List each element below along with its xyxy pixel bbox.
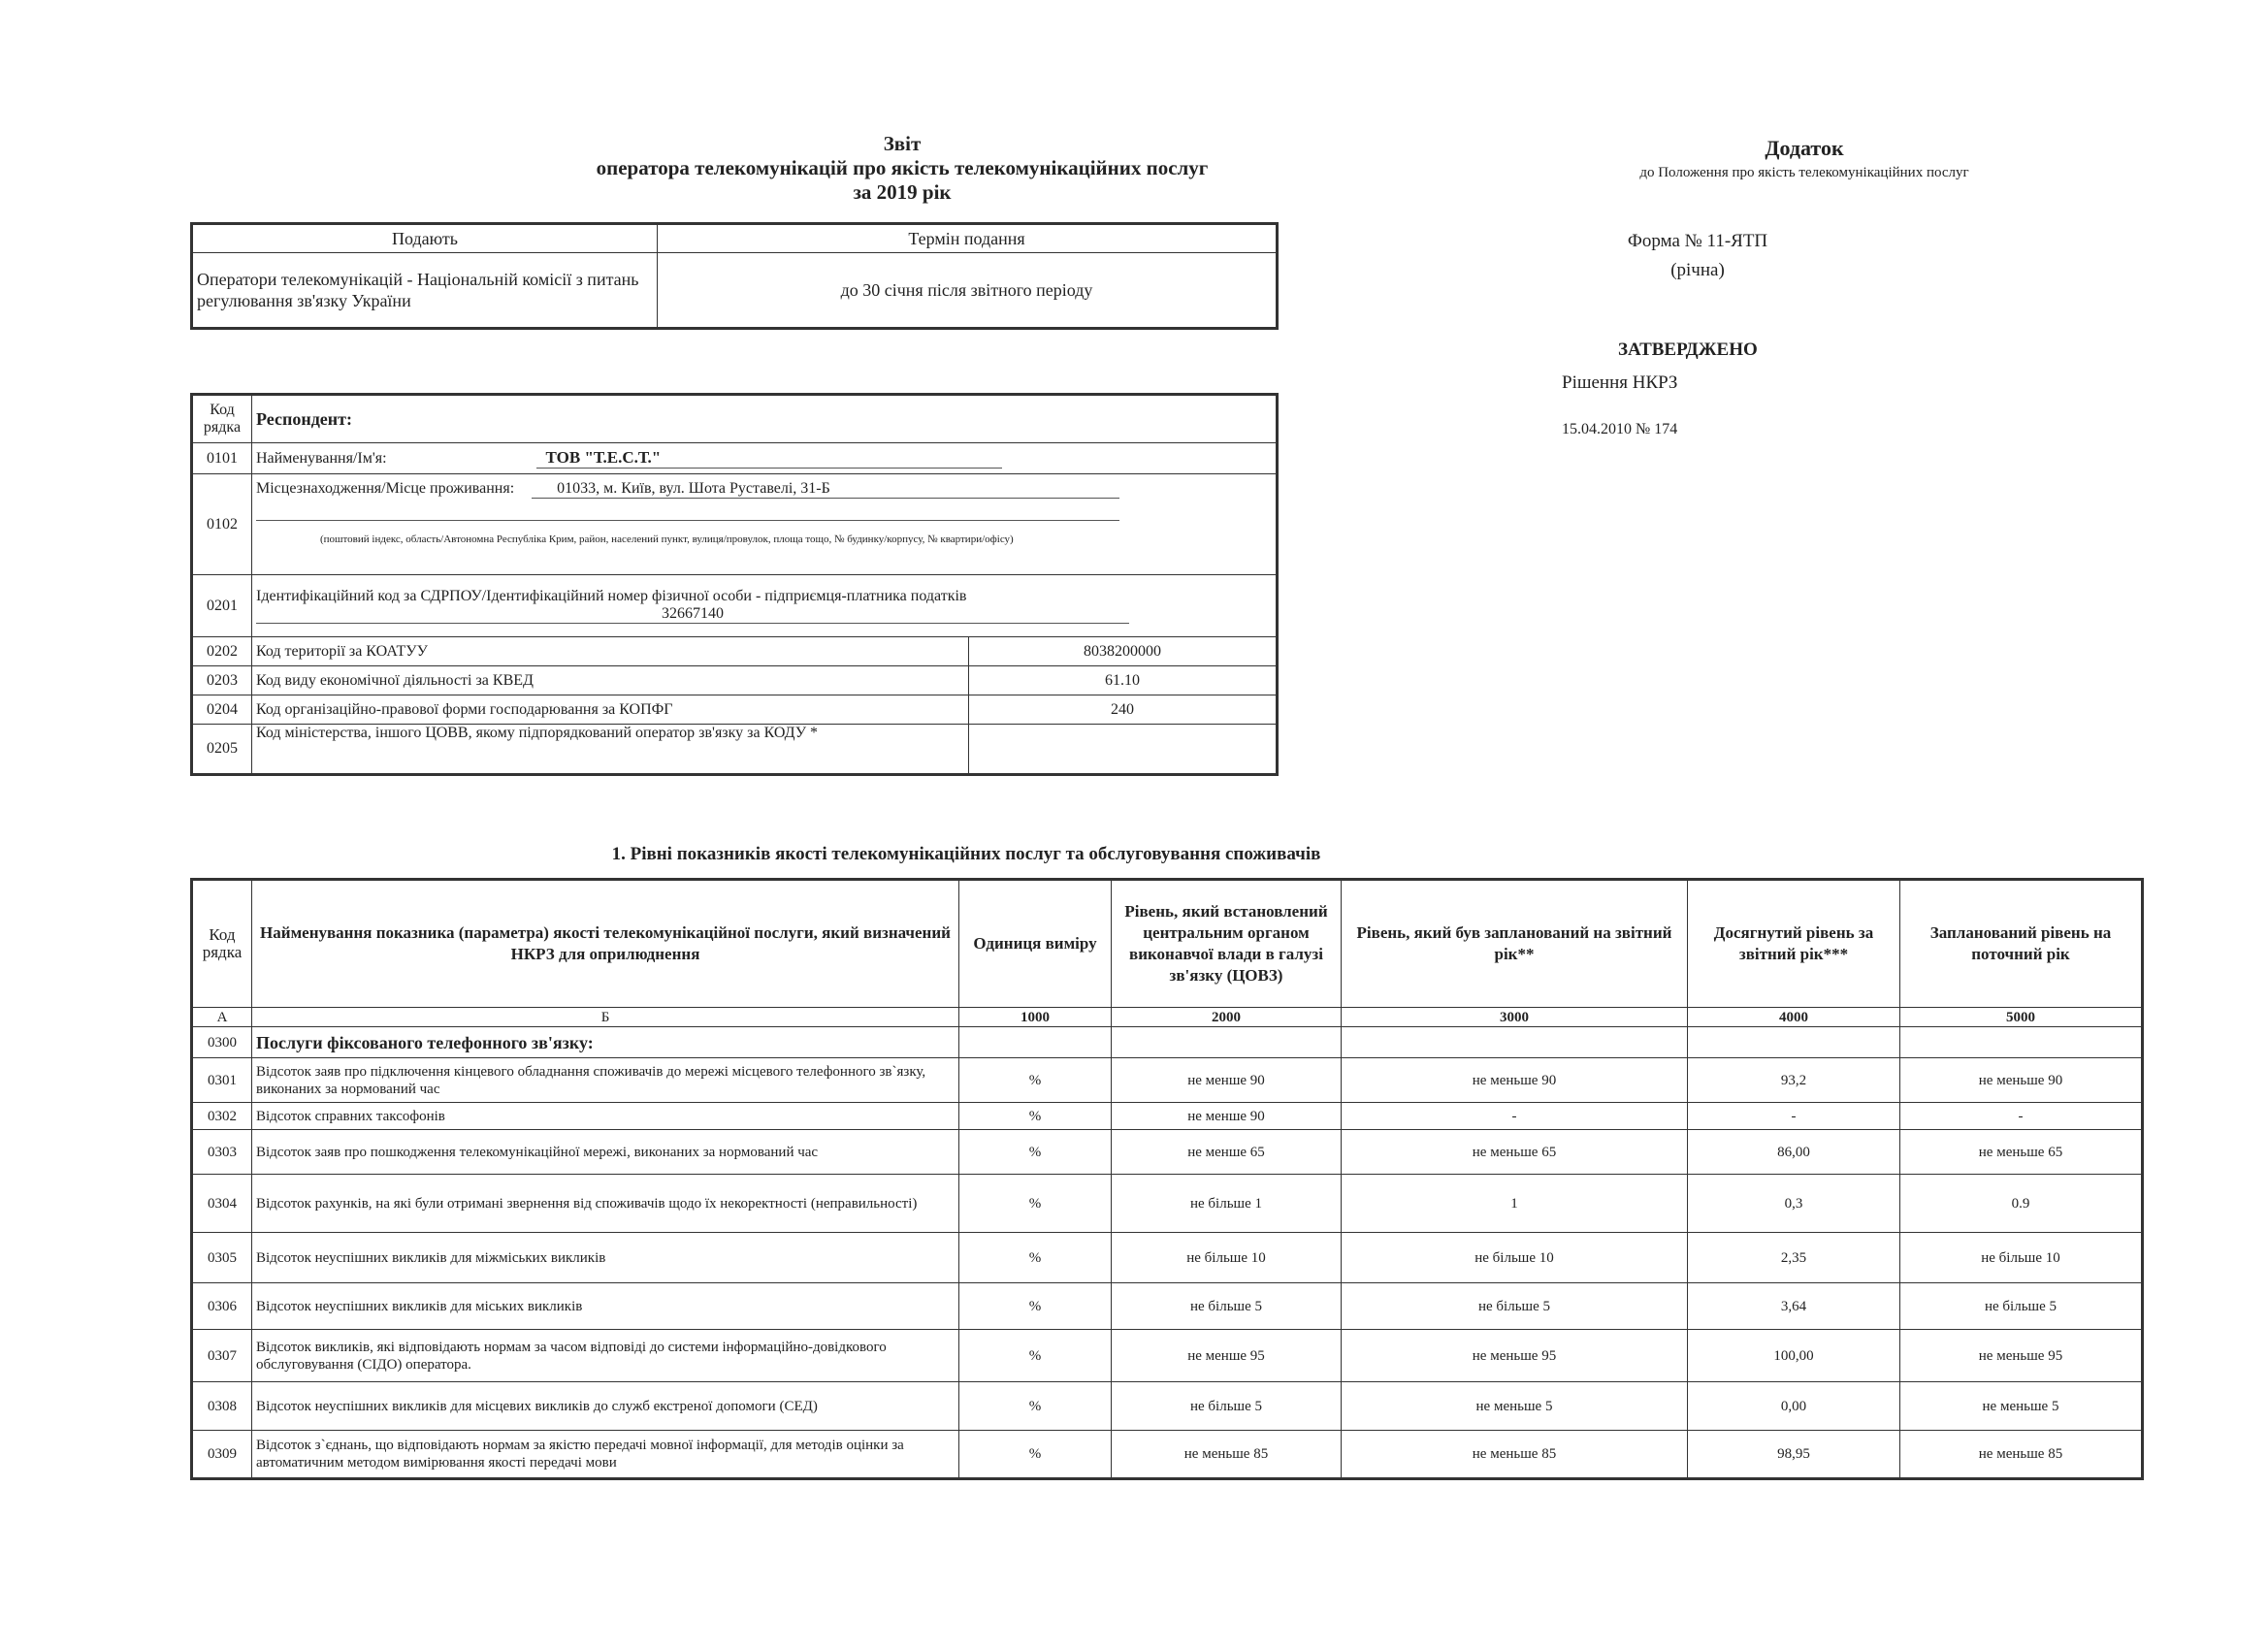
row-planned: не меньше 95 xyxy=(1342,1330,1688,1382)
table-row xyxy=(192,1130,2143,1175)
approved-date: 15.04.2010 № 174 xyxy=(1562,421,1678,437)
code-header: Код рядка xyxy=(192,395,252,443)
header-planned: Рівень, який був запланований на звітний рік** xyxy=(1342,880,1688,1008)
indicators-table xyxy=(190,878,2144,1480)
row-code: 0102 xyxy=(192,474,252,575)
address-hint: (поштовий індекс, область/Автономна Республіка Крим, район, населений пункт, вулиця/провулок, площа тощо, № будинку/корпусу, № квартири/офісу) xyxy=(320,534,1014,545)
kopfg-label: Код організаційно-правової форми господарювання за КОПФГ xyxy=(252,695,969,725)
row-planned: 1 xyxy=(1342,1175,1688,1233)
table-row xyxy=(192,1027,2143,1058)
row-planned: не меньше 65 xyxy=(1342,1130,1688,1175)
table-row xyxy=(192,725,1278,775)
table-row xyxy=(192,1233,2143,1283)
row-code: 0203 xyxy=(192,666,252,695)
header-level-cov: Рівень, який встановлений центральним органом виконавчої влади в галузі зв'язку (ЦОВЗ) xyxy=(1112,880,1342,1008)
row-planned: не меньше 5 xyxy=(1342,1382,1688,1431)
row-planned: не меньше 85 xyxy=(1342,1431,1688,1479)
kodu-label: Код міністерства, іншого ЦОВВ, якому підпорядкований оператор зв'язку за КОДУ * xyxy=(252,725,969,775)
row-name: Відсоток справних таксофонів xyxy=(252,1103,959,1130)
colnum-5000: 5000 xyxy=(1900,1008,2143,1027)
row-planned: не меньше 90 xyxy=(1342,1058,1688,1103)
respondent-table xyxy=(190,393,1279,776)
row-planned: не більше 5 xyxy=(1342,1283,1688,1330)
id-value: 32667140 xyxy=(256,605,1129,624)
appendix-title: Додаток xyxy=(1765,136,1844,160)
colnum-b: Б xyxy=(252,1008,959,1027)
row-name: Відсоток неуспішних викликів для міжміських викликів xyxy=(252,1233,959,1283)
table-row xyxy=(192,575,1278,637)
row-achieved: - xyxy=(1688,1103,1900,1130)
row-unit: % xyxy=(959,1382,1112,1431)
row-achieved: 3,64 xyxy=(1688,1283,1900,1330)
row-cov: не меньше 85 xyxy=(1112,1431,1342,1479)
table-row xyxy=(192,474,1278,575)
row-planned: - xyxy=(1342,1103,1688,1130)
report-title xyxy=(417,132,1387,205)
row-code: 0302 xyxy=(192,1103,252,1130)
table-row xyxy=(192,1330,2143,1382)
row-code: 0301 xyxy=(192,1058,252,1103)
row-cov: не більше 1 xyxy=(1112,1175,1342,1233)
row-code: 0309 xyxy=(192,1431,252,1479)
appendix-block xyxy=(1571,136,2037,181)
row-unit: % xyxy=(959,1330,1112,1382)
row-cov: не менше 65 xyxy=(1112,1130,1342,1175)
table-row xyxy=(192,443,1278,474)
row-next: не більше 10 xyxy=(1900,1233,2143,1283)
deadline-header: Термін подання xyxy=(658,224,1278,253)
row-name: Відсоток викликів, які відповідають нормам за часом відповіді до системи інформаційно-довідкового обслуговування (СІДО) оператора. xyxy=(252,1330,959,1382)
row-unit: % xyxy=(959,1283,1112,1330)
koatuu-label: Код території за КОАТУУ xyxy=(252,637,969,666)
row-code: 0305 xyxy=(192,1233,252,1283)
row-achieved: 0,00 xyxy=(1688,1382,1900,1431)
colnum-1000: 1000 xyxy=(959,1008,1112,1027)
row-cov: не менше 95 xyxy=(1112,1330,1342,1382)
submitter-header: Подають xyxy=(192,224,658,253)
table-row xyxy=(192,1382,2143,1431)
row-next: не більше 5 xyxy=(1900,1283,2143,1330)
row-next: не меньше 65 xyxy=(1900,1130,2143,1175)
section-title: 1. Рівні показників якості телекомунікаційних послуг та обслуговування споживачів xyxy=(611,844,1321,864)
kved-value: 61.10 xyxy=(969,666,1278,695)
row-code: 0307 xyxy=(192,1330,252,1382)
row-name: Відсоток з`єднань, що відповідають нормам за якістю передачі мовної інформації, для методів оцінки за автоматичним методом вимірювання якості передачі мови xyxy=(252,1431,959,1479)
group-label: Послуги фіксованого телефонного зв'язку: xyxy=(252,1027,959,1058)
report-title-line2: оператора телекомунікацій про якість телекомунікаційних послуг xyxy=(596,156,1209,179)
row-code: 0306 xyxy=(192,1283,252,1330)
header-achieved: Досягнутий рівень за звітний рік*** xyxy=(1688,880,1900,1008)
report-title-line1: Звіт xyxy=(883,132,922,155)
row-next: не меньше 95 xyxy=(1900,1330,2143,1382)
row-cov: не менше 90 xyxy=(1112,1058,1342,1103)
appendix-subtitle: до Положення про якість телекомунікаційних послуг xyxy=(1639,165,1969,180)
address-extra-line xyxy=(256,502,1119,521)
table-row xyxy=(192,1103,2143,1130)
deadline-cell: до 30 січня після звітного періоду xyxy=(658,253,1278,329)
table-row xyxy=(192,1058,2143,1103)
table-row xyxy=(192,1283,2143,1330)
row-achieved: 98,95 xyxy=(1688,1431,1900,1479)
row-name: Відсоток заяв про підключення кінцевого обладнання споживачів до мережі місцевого телефонного зв`язку, виконаних за нормований час xyxy=(252,1058,959,1103)
table-row xyxy=(192,695,1278,725)
respondent-label: Респондент: xyxy=(252,395,1278,443)
row-cov: не більше 10 xyxy=(1112,1233,1342,1283)
header-name: Найменування показника (параметра) якості телекомунікаційної послуги, який визначений НКРЗ для оприлюднення xyxy=(252,880,959,1008)
form-period: (річна) xyxy=(1670,260,1725,280)
row-code: 0204 xyxy=(192,695,252,725)
kved-label: Код виду економічної діяльності за КВЕД xyxy=(252,666,969,695)
row-achieved: 0,3 xyxy=(1688,1175,1900,1233)
colnum-2000: 2000 xyxy=(1112,1008,1342,1027)
row-unit: % xyxy=(959,1175,1112,1233)
address-label: Місцезнаходження/Місце проживання: xyxy=(256,480,515,497)
table-row xyxy=(192,637,1278,666)
submission-table xyxy=(190,222,1279,330)
approved-label: ЗАТВЕРДЖЕНО xyxy=(1618,340,1758,360)
header-code: Код рядка xyxy=(192,880,252,1008)
row-code: 0201 xyxy=(192,575,252,637)
row-unit: % xyxy=(959,1431,1112,1479)
row-unit: % xyxy=(959,1058,1112,1103)
row-code: 0205 xyxy=(192,725,252,775)
id-label: Ідентифікаційний код за СДРПОУ/Ідентифікаційний номер фізичної особи - підприємця-платника податків xyxy=(256,588,967,604)
row-next: не меньше 85 xyxy=(1900,1431,2143,1479)
row-name: Відсоток неуспішних викликів для місцевих викликів до служб екстреної допомоги (СЕД) xyxy=(252,1382,959,1431)
table-row xyxy=(192,1175,2143,1233)
row-cov: не більше 5 xyxy=(1112,1283,1342,1330)
row-achieved: 2,35 xyxy=(1688,1233,1900,1283)
approval-block xyxy=(1562,334,1882,446)
row-cov: не менше 90 xyxy=(1112,1103,1342,1130)
kodu-value xyxy=(969,725,1278,775)
row-code: 0304 xyxy=(192,1175,252,1233)
row-code: 0308 xyxy=(192,1382,252,1431)
address-value: 01033, м. Київ, вул. Шота Руставелі, 31-Б xyxy=(532,480,1119,499)
row-name: Відсоток неуспішних викликів для міських викликів xyxy=(252,1283,959,1330)
row-next: не меньше 5 xyxy=(1900,1382,2143,1431)
kopfg-value: 240 xyxy=(969,695,1278,725)
row-achieved: 86,00 xyxy=(1688,1130,1900,1175)
row-name: Відсоток рахунків, на які були отримані звернення від споживачів щодо їх некоректності (неправильності) xyxy=(252,1175,959,1233)
row-achieved: 93,2 xyxy=(1688,1058,1900,1103)
row-code: 0101 xyxy=(192,443,252,474)
colnum-3000: 3000 xyxy=(1342,1008,1688,1027)
colnum-a: А xyxy=(192,1008,252,1027)
header-unit: Одиниця виміру xyxy=(959,880,1112,1008)
row-unit: % xyxy=(959,1130,1112,1175)
row-unit: % xyxy=(959,1233,1112,1283)
row-planned: не більше 10 xyxy=(1342,1233,1688,1283)
row-cov: не більше 5 xyxy=(1112,1382,1342,1431)
submitter-cell: Оператори телекомунікацій - Національній комісії з питань регулювання зв'язку України xyxy=(192,253,658,329)
row-code: 0303 xyxy=(192,1130,252,1175)
report-title-line3: за 2019 рік xyxy=(853,180,952,204)
table-row xyxy=(192,1431,2143,1479)
form-block xyxy=(1552,227,1843,285)
row-name: Відсоток заяв про пошкодження телекомунікаційної мережі, виконаних за нормований час xyxy=(252,1130,959,1175)
row-next: - xyxy=(1900,1103,2143,1130)
row-next: не меньше 90 xyxy=(1900,1058,2143,1103)
row-code: 0202 xyxy=(192,637,252,666)
approved-by: Рішення НКРЗ xyxy=(1562,372,1678,393)
name-label: Найменування/Ім'я: xyxy=(256,450,387,467)
header-planned-current: Запланований рівень на поточний рік xyxy=(1900,880,2143,1008)
row-unit: % xyxy=(959,1103,1112,1130)
colnum-4000: 4000 xyxy=(1688,1008,1900,1027)
row-next: 0.9 xyxy=(1900,1175,2143,1233)
form-number: Форма № 11-ЯТП xyxy=(1627,231,1768,251)
koatuu-value: 8038200000 xyxy=(969,637,1278,666)
row-code: 0300 xyxy=(192,1027,252,1058)
name-value: ТОВ "Т.Е.С.Т." xyxy=(536,448,1002,469)
row-achieved: 100,00 xyxy=(1688,1330,1900,1382)
table-row xyxy=(192,666,1278,695)
